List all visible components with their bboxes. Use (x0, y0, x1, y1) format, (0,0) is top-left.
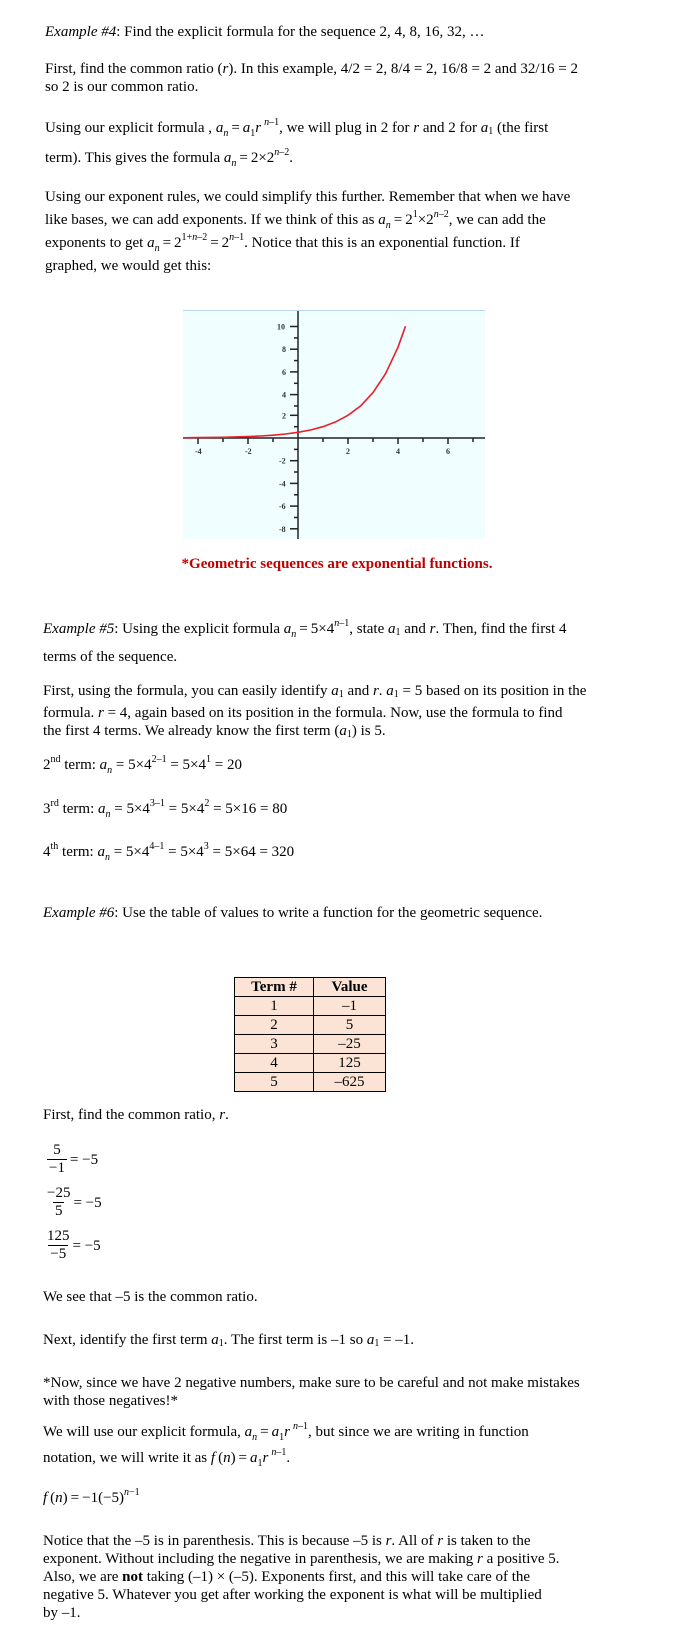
example6-prompt: Example #6: Use the table of values to write a function for the geometric sequence. (43, 905, 543, 921)
fraction-2: $\frac{-25}{5}$ = −5 (47, 1185, 102, 1219)
term-3-line: 3rd term: $a_n = 5\times 4^{3-1} = 5\times 4^2 = 5\times 16 = 80$ (43, 798, 288, 820)
parenthesis-explanation: Notice that the –5 is in parenthesis. This is because –5 is r. All of r is taken to the exponent. Without including the negative in parenthesis, we are making r a positive 5. Also, we are not taking (–1) × (–5). Exponents first, and this will take care of the negative 5. Whatever you get after working the exponent is what will be multiplied by –1. (43, 1533, 560, 1621)
x-tick-neg4: -4 (195, 447, 202, 456)
example5-identify-paragraph: First, using the formula, you can easily identify a1 and r. a1 = 5 based on its position in the formula. r = 4, again based on its position in the formula. Now, use the formula to find the first 4 terms. We already know the first term (a1) is 5. (43, 683, 587, 740)
y-tick-neg8: -8 (279, 525, 286, 534)
example5-formula: $a_n = 5\times 4^{n-1}$ (283, 618, 350, 640)
x-tick-4: 4 (396, 447, 400, 456)
example4-exponent-paragraph: Using our exponent rules, we could simplify this further. Remember that when we have like bases, we can add exponents. If we think of this as $a_n = 2^1\times 2^{n-2}$, we can add the exponents to get $a_n = 2^{1+n-2} = 2^{n-1}$. Notice that this is an exponential function. If graphed, we would get this: (45, 189, 571, 274)
y-tick-10: 10 (277, 322, 285, 332)
y-tick-8: 8 (282, 345, 286, 354)
values-table (234, 977, 386, 1092)
x-tick-2: 2 (346, 447, 350, 456)
explicit-formula: $a_n = a_1r$ $^{n-1}$ (215, 117, 280, 139)
y-tick-6: 6 (282, 368, 286, 377)
table-row: 3 –25 (235, 1035, 386, 1054)
fraction-1: $\frac{5}{-1}$ = −5 (49, 1142, 99, 1176)
exponential-curve (183, 326, 406, 438)
ratio-intro: First, find the common ratio, r. (43, 1107, 229, 1123)
formula-2x2n-2: $a_n = 2\times 2^{n-2}$ (223, 147, 290, 169)
x-tick-neg2: -2 (245, 447, 252, 456)
first-term-statement: Next, identify the first term a1. The first term is –1 so a1 = –1. (43, 1332, 415, 1349)
table-header-row: Term # Value (235, 978, 386, 997)
term-4-line: 4th term: $a_n = 5\times 4^{4-1} = 5\times 4^3 = 5\times 64 = 320$ (43, 841, 295, 863)
example5-prompt: Example #5: Using the explicit formula $a_n = 5\times 4^{n-1}$, state a1 and r. Then, find the first 4 terms of the sequence. (43, 618, 567, 665)
common-ratio-statement: We see that –5 is the common ratio. (43, 1289, 258, 1305)
function-notation-paragraph: We will use our explicit formula, $a_n = a_1r$ $^{n-1}$, but since we are writing in function notation, we will write it as f $(n) = a_1r$ $^{n-1}$. (43, 1421, 529, 1469)
negatives-warning: *Now, since we have 2 negative numbers, make sure to be careful and not make mistakes with those negatives!* (43, 1375, 580, 1409)
fraction-3: $\frac{125}{-5}$ = −5 (47, 1228, 101, 1262)
y-tick-4: 4 (282, 390, 286, 400)
table-row: 5 –625 (235, 1073, 386, 1092)
example4-prompt: Example #4: Find the explicit formula for the sequence 2, 4, 8, 16, 32, … (45, 24, 485, 40)
example5-label: Example #5 (43, 621, 115, 637)
formula-2n-1: $a_n = 2^{1+n-2} = 2^{n-1}$ (147, 232, 245, 254)
y-tick-neg2: -2 (279, 456, 286, 466)
formula-21x2n-2: $a_n = 2^1\times 2^{n-2}$ (378, 209, 449, 231)
table-row: 4 125 (235, 1054, 386, 1073)
y-tick-neg6: -6 (279, 502, 286, 511)
graph-svg (183, 311, 485, 539)
table-row: 2 5 (235, 1016, 386, 1035)
example6-label: Example #6 (43, 905, 115, 921)
y-tick-neg4: -4 (279, 479, 286, 489)
final-function: f $(n) = -1(-5)^{n-1}$ (43, 1487, 140, 1506)
example4-label: Example #4 (45, 24, 117, 40)
geometric-exponential-caption: *Geometric sequences are exponential functions. (181, 556, 493, 572)
table-row: 1 –1 (235, 997, 386, 1016)
term-2-line: 2nd term: $a_n = 5\times 4^{2-1} = 5\times 4^1 = 20$ (43, 754, 242, 776)
x-tick-6: 6 (446, 447, 450, 456)
exponential-graph (183, 310, 485, 539)
y-tick-2: 2 (282, 411, 286, 421)
example4-ratio-paragraph: First, find the common ratio (r). In this example, 4/2 = 2, 8/4 = 2, 16/8 = 2 and 32/16 = 2 so 2 is our common ratio. (45, 61, 578, 95)
example4-formula-paragraph: Using our explicit formula , $a_n = a_1r$ $^{n-1}$, we will plug in 2 for r and 2 for a1 (the first term). This gives the formula $a_n = 2\times 2^{n-2}$. (45, 117, 549, 169)
